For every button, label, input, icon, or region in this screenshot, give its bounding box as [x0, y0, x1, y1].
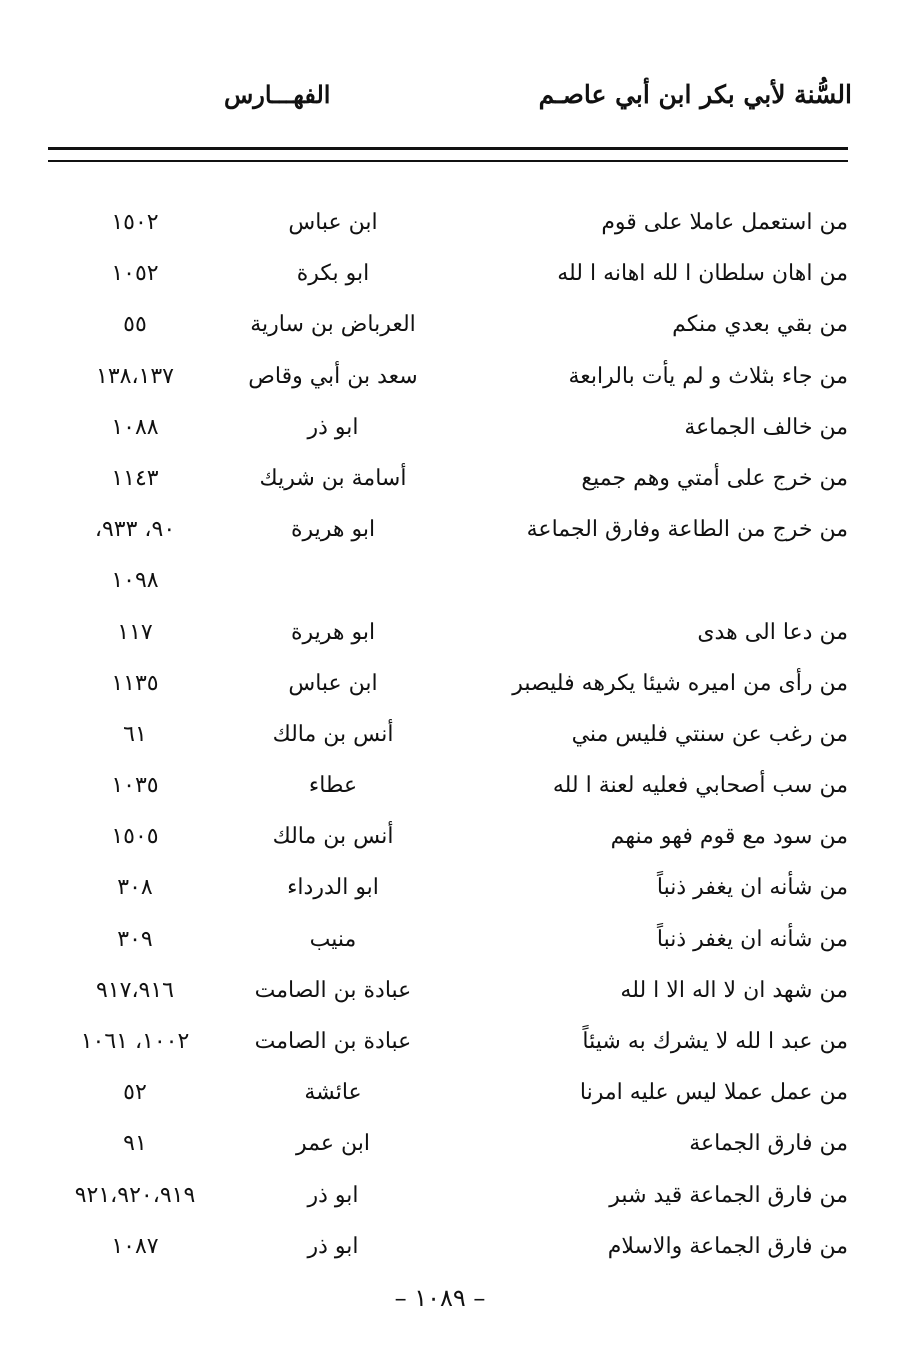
narrator-name: عطاء	[308, 773, 358, 799]
index-row	[30, 1119, 848, 1170]
narrator-name: ابن عمر	[296, 1131, 370, 1157]
hadith-numbers: ١٠٥٢	[111, 261, 159, 287]
index-row	[30, 300, 848, 351]
hadith-numbers: ٥٥	[123, 312, 147, 338]
hadith-phrase: من خالف الجماعة	[684, 414, 848, 440]
section-title: الفهـــارس	[224, 80, 331, 109]
index-row	[30, 1222, 848, 1273]
hadith-phrase: من عبد ا لله لا يشرك به شيئاً	[582, 1029, 848, 1054]
index-row	[30, 198, 848, 249]
hadith-numbers: ١٠٨٨	[111, 414, 159, 440]
hadith-phrase: من فارق الجماعة	[689, 1131, 848, 1157]
hadith-numbers: ١٣٨،١٣٧	[96, 363, 174, 389]
hadith-phrase: من شأنه ان يغفر ذنباً	[656, 926, 848, 952]
index-row	[30, 1068, 848, 1119]
hadith-numbers: ٥٢	[123, 1080, 147, 1106]
hadith-numbers: ٦١	[123, 721, 147, 747]
narrator-name: سعد بن أبي وقاص	[248, 363, 418, 389]
hadith-numbers: ١١٤٣	[111, 465, 159, 491]
hadith-numbers: ٩١	[123, 1131, 147, 1157]
narrator-name: ابو ذر	[307, 1233, 359, 1259]
narrator-name: أنس بن مالك	[272, 824, 394, 850]
index-row	[30, 1171, 848, 1222]
index-row	[30, 966, 848, 1017]
hadith-phrase: من خرج على أمتي وهم جميع	[581, 465, 848, 491]
hadith-phrase: من استعمل عاملا على قوم	[601, 210, 848, 235]
index-row	[30, 812, 848, 863]
hadith-phrase: من شأنه ان يغفر ذنباً	[656, 875, 848, 901]
hadith-numbers: ٩٢١،٩٢٠،٩١٩	[74, 1182, 196, 1208]
hadith-numbers: ١١٣٥	[111, 670, 159, 696]
narrator-name: منيب	[309, 926, 357, 952]
hadith-numbers: ٩٠، ٩٣٣،	[94, 517, 176, 543]
index-row	[30, 454, 848, 505]
hadith-phrase: من سب أصحابي فعليه لعنة ا لله	[552, 773, 848, 799]
narrator-name: العرباض بن سارية	[250, 312, 416, 338]
narrator-name: عائشة	[304, 1080, 362, 1106]
index-row	[30, 505, 848, 556]
hadith-phrase: من دعا الى هدى	[697, 619, 848, 645]
index-row	[30, 659, 848, 710]
index-row	[30, 915, 848, 966]
narrator-name: ابو ذر	[307, 1182, 359, 1208]
hadith-numbers: ٣٠٩	[117, 926, 153, 952]
hadith-phrase: من اهان سلطان ا لله اهانه ا لله	[557, 261, 848, 287]
index-row	[30, 403, 848, 454]
narrator-name: ابو بكرة	[296, 261, 370, 287]
hadith-phrase: من جاء بثلاث و لم يأت بالرابعة	[568, 363, 848, 389]
narrator-name: أسامة بن شريك	[259, 465, 407, 491]
index-row	[30, 352, 848, 403]
narrator-name: ابو ذر	[307, 414, 359, 440]
index-row	[30, 710, 848, 761]
hadith-phrase: من بقي بعدي منكم	[672, 312, 848, 338]
header-rule-thick	[48, 147, 848, 150]
hadith-phrase: من فارق الجماعة قيد شبر	[609, 1182, 848, 1208]
hadith-numbers: ٩١٧،٩١٦	[96, 977, 174, 1003]
narrator-name: ابو هريرة	[290, 517, 376, 543]
hadith-numbers: ١٥٠٢	[111, 210, 159, 235]
hadith-numbers: ١٠٣٥	[111, 773, 159, 799]
narrator-name: عبادة بن الصامت	[254, 1029, 412, 1054]
hadith-phrase: من سود مع قوم فهو منهم	[610, 824, 848, 850]
narrator-name: أنس بن مالك	[272, 721, 394, 747]
narrator-name: ابو الدرداء	[287, 875, 379, 901]
index-row	[30, 608, 848, 659]
index-row	[30, 1017, 848, 1068]
index-table	[30, 198, 848, 1273]
page-number: – ١٠٨٩ –	[394, 1284, 486, 1312]
index-row	[30, 863, 848, 914]
hadith-phrase: من عمل عملا ليس عليه امرنا	[579, 1080, 848, 1106]
hadith-phrase: من خرج من الطاعة وفارق الجماعة	[526, 517, 848, 543]
index-row	[30, 249, 848, 300]
hadith-numbers: ١١٧	[117, 619, 153, 645]
hadith-phrase: من شهد ان لا اله الا ا لله	[620, 977, 848, 1003]
hadith-phrase: من رغب عن سنتي فليس مني	[571, 721, 848, 747]
hadith-numbers: ١٠٨٧	[111, 1233, 159, 1259]
book-title: السُّنة لأبي بكر ابن أبي عاصـم	[538, 80, 852, 109]
index-row	[30, 761, 848, 812]
header-rule-thin	[48, 160, 848, 162]
hadith-numbers: ١٠٩٨	[111, 568, 159, 594]
hadith-numbers: ٣٠٨	[117, 875, 153, 901]
narrator-name: عبادة بن الصامت	[254, 977, 412, 1003]
narrator-name: ابن عباس	[288, 210, 378, 235]
narrator-name: ابن عباس	[288, 670, 378, 696]
hadith-numbers: ١٥٠٥	[111, 824, 159, 850]
hadith-numbers: ١٠٠٢، ١٠٦١	[80, 1029, 190, 1054]
hadith-phrase: من رأى من اميره شيئا يكرهه فليصبر	[512, 670, 848, 696]
index-row	[30, 556, 848, 607]
narrator-name: ابو هريرة	[290, 619, 376, 645]
hadith-phrase: من فارق الجماعة والاسلام	[607, 1233, 848, 1259]
